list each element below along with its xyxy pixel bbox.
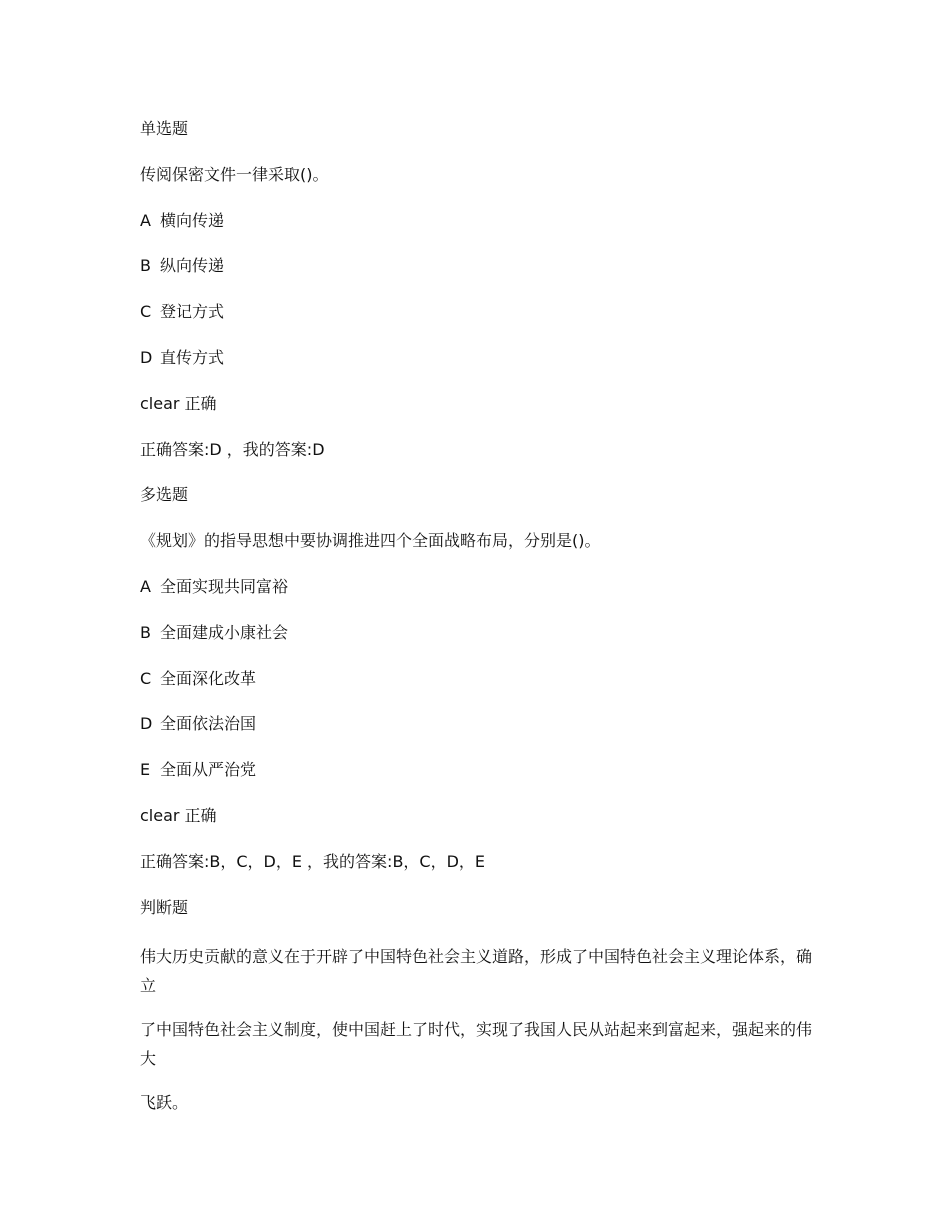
answer-line: 正确答案:B，C，D，E ，我的答案:B，C，D，E [140,851,486,871]
question-stem: 《规划》的指导思想中要协调推进四个全面战略布局，分别是()。 [140,531,601,551]
question-stem-paragraph: 飞跃。 [140,1093,189,1113]
option-a [140,210,820,232]
option-letter: D [140,714,153,734]
question-stem: 传阅保密文件一律采取()。 [140,164,329,184]
question-type-label: 判断题 [140,897,189,917]
question-type-label: 多选题 [140,485,189,505]
answer-line: 正确答案:D ，我的答案:D [140,439,325,459]
option-letter: C [140,668,152,688]
question-type-label: 单选题 [140,119,189,138]
option-b [140,622,820,644]
result-status: clear 正确 [140,393,217,413]
option-text: 全面从严治党 [160,760,257,780]
option-text: 登记方式 [160,302,225,322]
option-text: 全面实现共同富裕 [160,576,289,596]
question-stem-paragraph: 了中国特色社会主义制度，使中国赶上了时代，实现了我国人民从站起来到富起来，强起来的伟大 [140,1020,813,1069]
option-text: 全面深化改革 [160,668,257,688]
option-text: 全面依法治国 [160,714,257,734]
option-c [140,668,820,690]
option-letter: A [140,210,151,230]
option-letter: B [140,622,151,642]
option-letter: B [140,256,151,276]
option-letter: E [140,760,151,780]
question-list [140,118,820,1132]
option-text: 全面建成小康社会 [160,622,289,642]
option-d [140,347,820,369]
option-text: 横向传递 [160,210,225,230]
option-e [140,759,820,781]
option-text: 直传方式 [160,347,225,367]
option-b [140,255,820,277]
option-letter: C [140,302,152,322]
result-status: clear 正确 [140,805,217,825]
option-letter: D [140,347,153,367]
option-c [140,301,820,323]
option-letter: A [140,576,151,596]
option-a [140,576,820,598]
option-d [140,713,820,735]
option-text: 纵向传递 [160,256,225,276]
question-stem-paragraph: 伟大历史贡献的意义在于开辟了中国特色社会主义道路，形成了中国特色社会主义理论体系，确立 [140,947,813,996]
